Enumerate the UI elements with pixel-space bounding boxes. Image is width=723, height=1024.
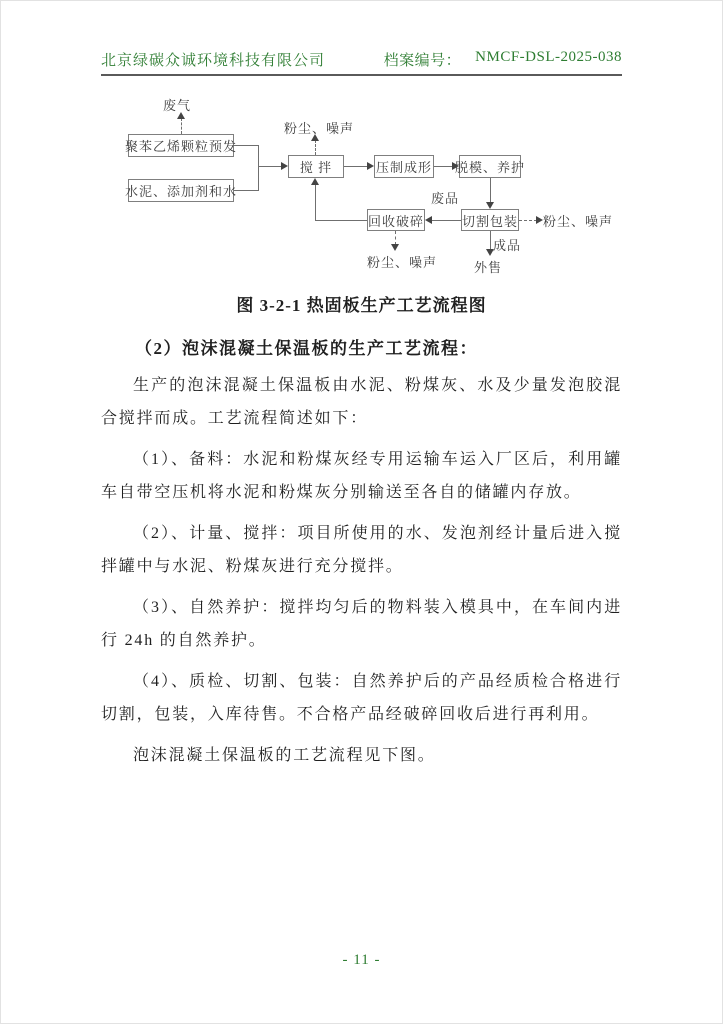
flow-line	[431, 220, 461, 221]
flow-line	[315, 184, 316, 220]
flow-line	[490, 178, 491, 203]
figure-caption: 图 3-2-1 热固板生产工艺流程图	[236, 296, 487, 315]
arrow-up-icon	[177, 112, 185, 119]
process-flowchart	[1, 92, 722, 288]
flow-box-stir: 搅 拌	[288, 155, 344, 178]
body-content	[101, 332, 622, 772]
label-dust-noise-bottom: 粉尘、噪声	[367, 255, 438, 270]
arrow-down-icon	[486, 249, 494, 256]
arrow-up-icon	[311, 134, 319, 141]
arrow-down-icon	[391, 244, 399, 251]
page-header	[101, 1, 622, 76]
flow-line	[315, 220, 367, 221]
arrow-left-icon	[425, 216, 432, 224]
paragraph: （4）、质检、切割、包装：自然养护后的产品经质检合格进行切割，包装，入库待售。不合格产品经破碎回收后进行再利用。	[101, 673, 622, 723]
arrow-right-icon	[367, 162, 374, 170]
page-number: - 11 -	[342, 952, 381, 968]
flow-line	[234, 190, 259, 191]
flow-line	[344, 166, 367, 167]
paragraph: （3）、自然养护：搅拌均匀后的物料装入模具中，在车间内进行 24h 的自然养护。	[101, 599, 622, 649]
flow-line	[315, 140, 316, 155]
flow-box-recycle-crush: 回收破碎	[367, 209, 425, 231]
label-scrap: 废品	[431, 191, 460, 206]
arrow-right-icon	[281, 162, 288, 170]
arrow-right-icon	[536, 216, 543, 224]
flow-box-press: 压制成形	[374, 155, 434, 178]
flow-box-demold-cure: 脱模、养护	[459, 155, 521, 178]
label-dust-noise-right: 粉尘、噪声	[543, 214, 614, 229]
paragraph: （1）、备料：水泥和粉煤灰经专用运输车运入厂区后，利用罐车自带空压机将水泥和粉煤灰分别输送至各自的储罐内存放。	[101, 451, 622, 501]
flow-box-pre-expansion: 聚苯乙烯颗粒预发	[128, 134, 234, 157]
section-heading: （2）泡沫混凝土保温板的生产工艺流程：	[135, 339, 478, 358]
arrow-down-icon	[486, 202, 494, 209]
arrow-up-icon	[311, 178, 319, 185]
file-number-value: NMCF-DSL-2025-038	[475, 49, 622, 65]
flow-box-cut-pack: 切割包装	[461, 209, 519, 231]
flow-line	[434, 166, 452, 167]
file-number-group	[384, 49, 622, 70]
paragraph: （2）、计量、搅拌：项目所使用的水、发泡剂经计量后进入搅拌罐中与水泥、粉煤灰进行充分搅拌。	[101, 525, 622, 575]
flow-line	[490, 231, 491, 250]
company-name: 北京绿碳众诚环境科技有限公司	[101, 53, 326, 69]
paragraph: 生产的泡沫混凝土保温板由水泥、粉煤灰、水及少量发泡胶混合搅拌而成。工艺流程简述如下：	[101, 377, 622, 427]
paragraph: 泡沫混凝土保温板的工艺流程见下图。	[133, 747, 436, 764]
flow-line	[258, 166, 282, 167]
label-dust-noise-top: 粉尘、噪声	[284, 121, 355, 136]
label-finished-product: 成品	[493, 238, 522, 253]
flow-line	[395, 231, 396, 245]
file-number-label: 档案编号：	[383, 53, 462, 69]
arrow-right-icon	[452, 162, 459, 170]
flow-line	[258, 145, 259, 191]
label-waste-gas: 废气	[163, 98, 192, 113]
flow-line	[519, 220, 537, 221]
flow-line	[234, 145, 259, 146]
flow-line	[181, 118, 182, 134]
flow-box-cement-mix: 水泥、添加剂和水	[128, 179, 234, 202]
label-external-sale: 外售	[474, 260, 503, 275]
